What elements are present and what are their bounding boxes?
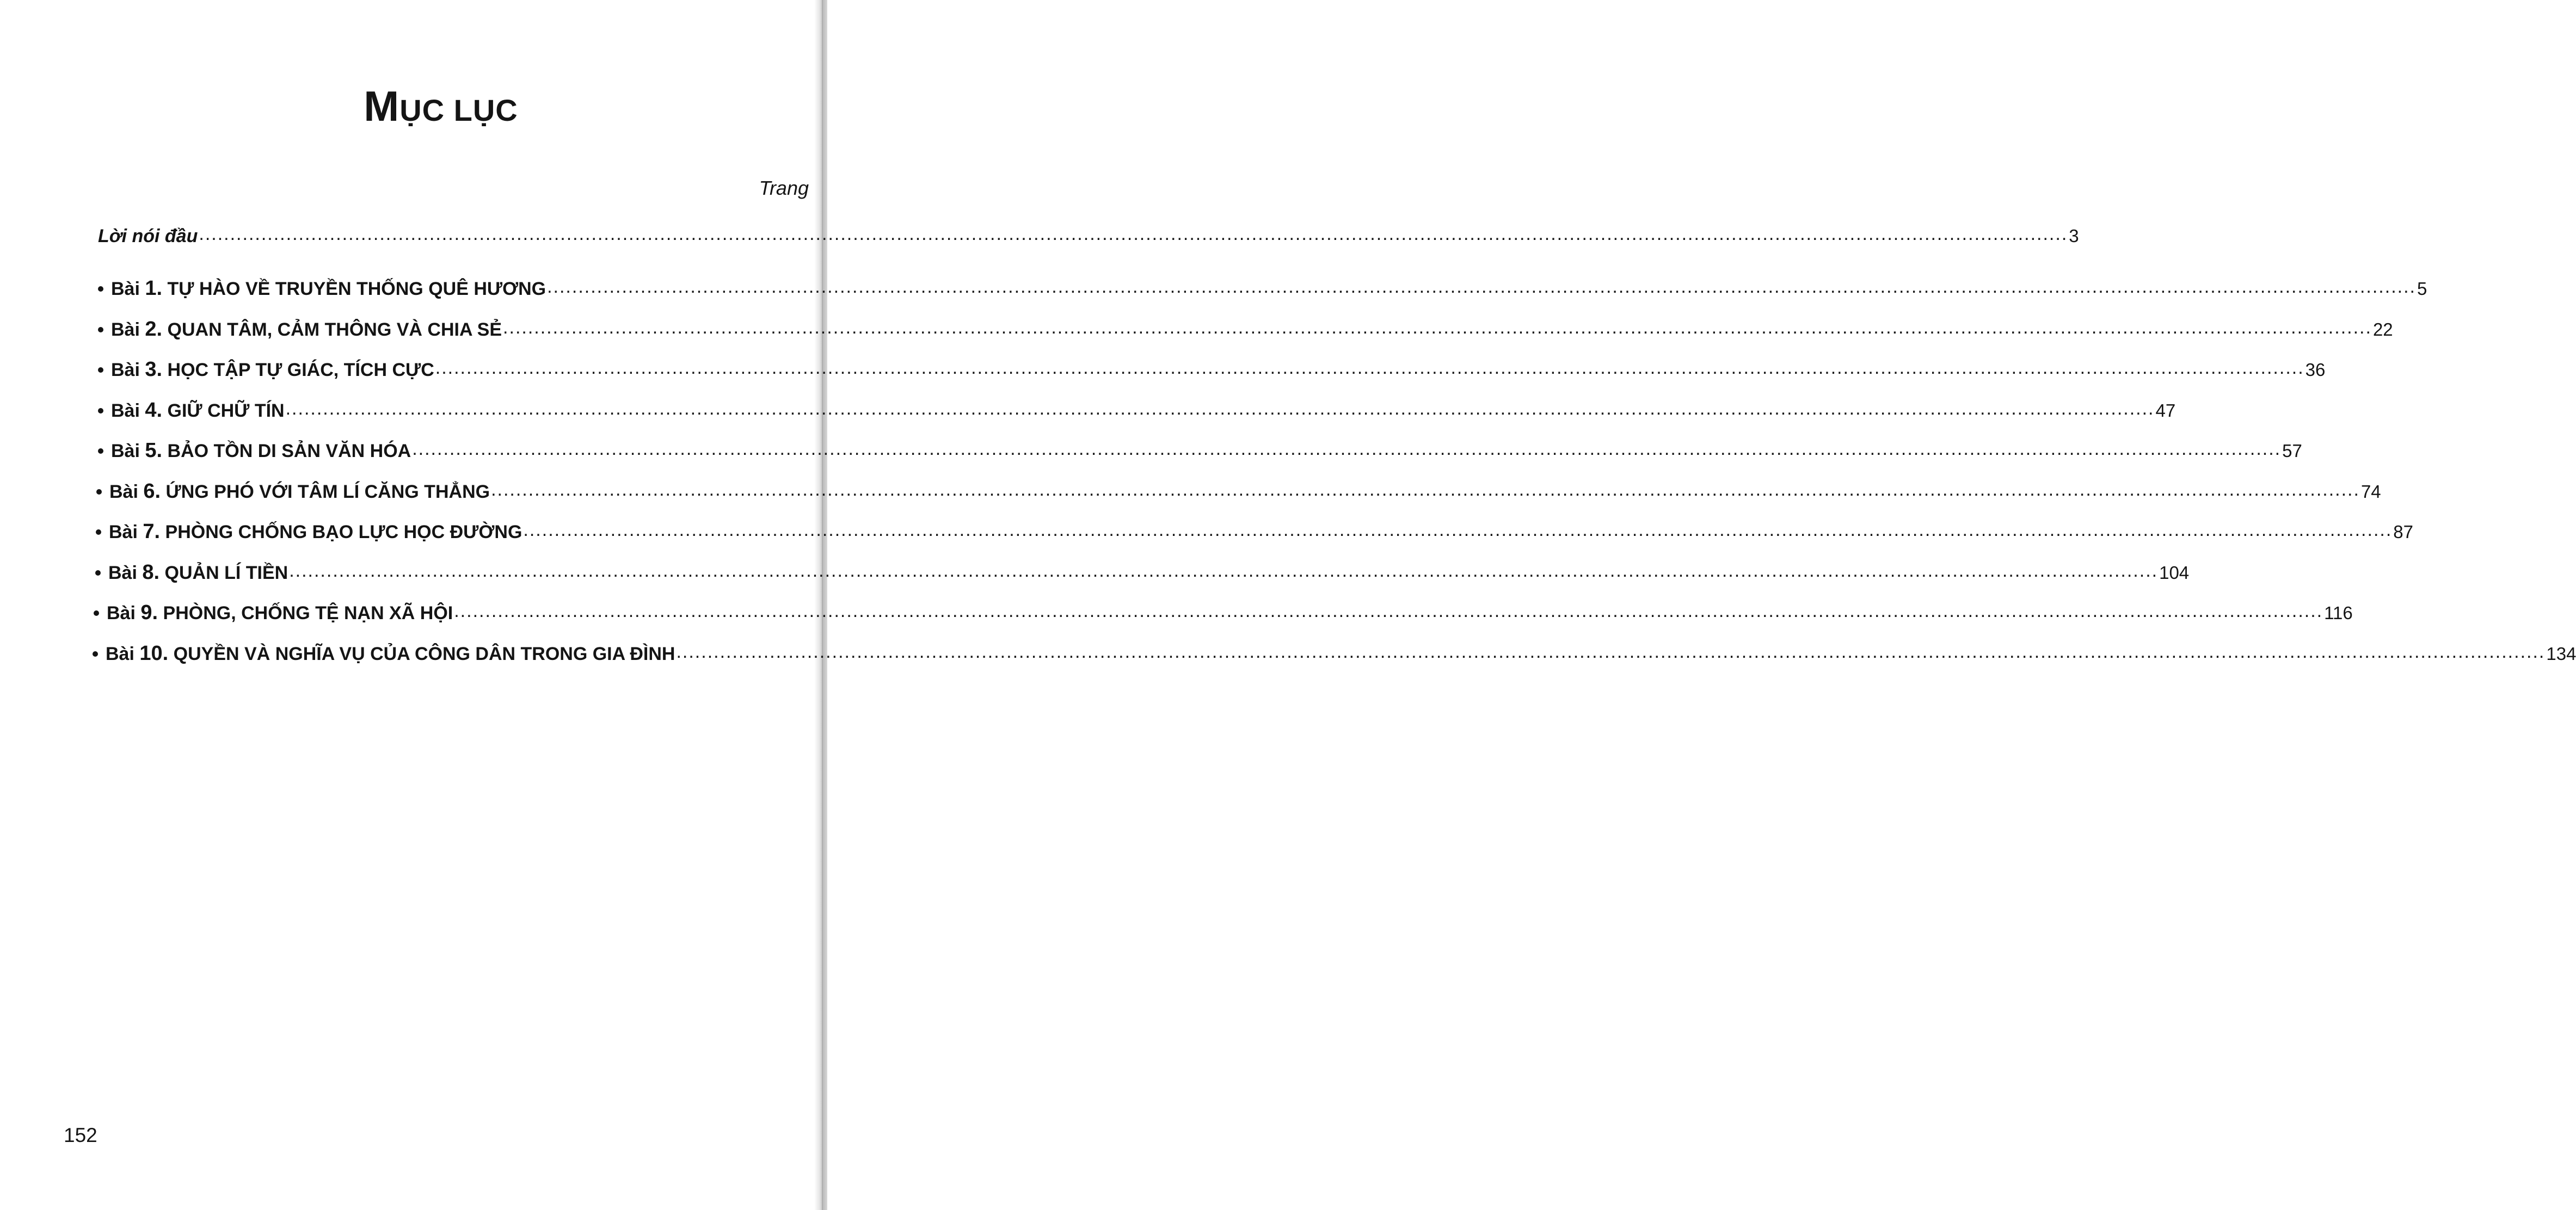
toc-lesson-label <box>98 398 285 423</box>
page-column-header: Trang <box>759 177 809 199</box>
lesson-page-number: 116 <box>2324 603 2353 623</box>
leader-dots: ............................................................................................................................................................................................................................................................................................................ <box>285 398 2155 419</box>
lesson-number: 2. <box>145 318 163 341</box>
lesson-title: QUAN TÂM, CẢM THÔNG VÀ CHIA SẺ <box>167 319 502 340</box>
toc-lesson-label <box>94 601 453 625</box>
bullet-icon <box>98 327 103 332</box>
lesson-page-number: 134 <box>2546 644 2576 664</box>
lesson-title: QUẢN LÍ TIỀN <box>164 563 288 583</box>
lesson-prefix: Bài <box>111 400 140 421</box>
toc-lesson-entry[interactable] <box>98 317 2393 342</box>
lesson-title: BẢO TỒN DI SẢN VĂN HÓA <box>167 441 411 461</box>
leader-dots: ............................................................................................................................................................................................................................................................................................................ <box>289 560 2159 581</box>
toc-lesson-label <box>98 357 434 382</box>
bullet-icon <box>96 489 102 495</box>
toc-lesson-entry[interactable] <box>98 276 2427 301</box>
toc-lesson-entry[interactable] <box>96 520 2414 544</box>
toc-lesson-label <box>98 276 546 301</box>
lesson-prefix: Bài <box>109 522 138 542</box>
toc-lesson-label <box>95 560 288 585</box>
lesson-prefix: Bài <box>108 563 137 583</box>
lesson-number: 9. <box>140 601 158 624</box>
toc-lesson-label <box>96 520 522 544</box>
lesson-page-number: 74 <box>2360 481 2381 502</box>
lesson-page-number: 22 <box>2372 319 2393 339</box>
toc-lesson-label <box>98 317 502 342</box>
title-first-letter: M <box>364 82 400 130</box>
bullet-icon <box>98 367 103 373</box>
lesson-prefix: Bài <box>111 441 140 461</box>
lesson-page-number: 87 <box>2393 522 2414 542</box>
bullet-icon <box>95 570 101 576</box>
toc-lesson-label <box>98 439 411 463</box>
bullet-icon <box>98 408 103 413</box>
lesson-page-number: 104 <box>2159 563 2190 583</box>
title-rest: ỤC LỤC <box>399 93 518 127</box>
lesson-page-number: 47 <box>2155 400 2176 421</box>
bullet-icon <box>98 448 103 454</box>
lesson-prefix: Bài <box>111 279 140 299</box>
bullet-icon <box>93 651 98 657</box>
bullet-icon <box>94 610 99 616</box>
lesson-title: GIỮ CHỮ TÍN <box>167 400 285 421</box>
leader-dots: ............................................................................................................................................................................................................................................................................................................ <box>491 479 2360 500</box>
lesson-number: 3. <box>145 358 163 381</box>
bullet-icon <box>98 286 103 292</box>
lesson-title: HỌC TẬP TỰ GIÁC, TÍCH CỰC <box>167 360 434 380</box>
lesson-page-number: 5 <box>2417 279 2427 299</box>
lesson-number: 7. <box>143 520 161 543</box>
lesson-number: 10. <box>139 642 169 665</box>
toc-lesson-label <box>93 641 675 666</box>
lesson-number: 4. <box>145 399 163 422</box>
toc-lesson-entry[interactable] <box>95 560 2190 585</box>
toc-lesson-entry[interactable] <box>93 641 2576 666</box>
leader-dots: ............................................................................................................................................................................................................................................................................................................ <box>523 520 2393 540</box>
toc-lesson-entry[interactable] <box>98 398 2176 423</box>
lesson-number: 6. <box>143 480 161 503</box>
leader-dots: ............................................................................................................................................................................................................................................................................................................ <box>199 224 2068 244</box>
toc-intro-page: 3 <box>2069 226 2079 246</box>
toc-lesson-entry[interactable] <box>98 357 2326 382</box>
toc-lesson-entry[interactable] <box>96 479 2381 504</box>
leader-dots: ............................................................................................................................................................................................................................................................................................................ <box>547 276 2416 297</box>
lesson-title: PHÒNG, CHỐNG TỆ NẠN XÃ HỘI <box>163 603 453 623</box>
lesson-title: PHÒNG CHỐNG BẠO LỰC HỌC ĐƯỜNG <box>165 522 522 542</box>
bullet-icon <box>96 529 101 535</box>
lesson-prefix: Bài <box>111 319 140 340</box>
lesson-prefix: Bài <box>109 481 138 502</box>
lesson-title: ỨNG PHÓ VỚI TÂM LÍ CĂNG THẲNG <box>165 481 490 502</box>
lesson-number: 5. <box>145 439 163 462</box>
lesson-prefix: Bài <box>106 644 134 664</box>
lesson-number: 1. <box>145 277 163 300</box>
toc-intro-entry[interactable] <box>98 224 2079 248</box>
lesson-prefix: Bài <box>107 603 136 623</box>
toc-lesson-entry[interactable] <box>94 601 2353 625</box>
lesson-number: 8. <box>142 561 160 584</box>
leader-dots: ............................................................................................................................................................................................................................................................................................................ <box>412 439 2282 459</box>
toc-intro-label: Lời nói đầu <box>98 226 198 246</box>
lesson-title: TỰ HÀO VỀ TRUYỀN THỐNG QUÊ HƯƠNG <box>167 279 546 299</box>
leader-dots: ............................................................................................................................................................................................................................................................................................................ <box>676 641 2546 662</box>
lesson-prefix: Bài <box>111 360 140 380</box>
leader-dots: ............................................................................................................................................................................................................................................................................................................ <box>435 357 2304 378</box>
leader-dots: ............................................................................................................................................................................................................................................................................................................ <box>503 317 2372 338</box>
leader-dots: ............................................................................................................................................................................................................................................................................................................ <box>454 601 2323 621</box>
toc-lesson-label <box>96 479 490 504</box>
toc-lesson-entry[interactable] <box>98 439 2302 463</box>
lesson-page-number: 36 <box>2305 360 2326 380</box>
lesson-title: QUYỀN VÀ NGHĨA VỤ CỦA CÔNG DÂN TRONG GIA ĐÌNH <box>173 644 675 664</box>
lesson-page-number: 57 <box>2282 441 2302 461</box>
page-number: 152 <box>64 1124 97 1146</box>
